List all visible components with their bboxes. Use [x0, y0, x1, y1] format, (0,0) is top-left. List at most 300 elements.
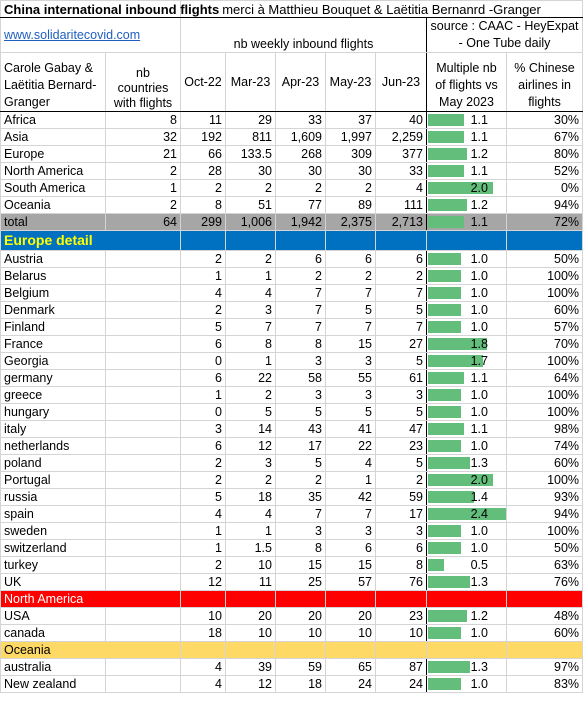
flights-cell: 1: [181, 540, 226, 557]
flights-cell: 12: [226, 438, 276, 455]
flights-cell: 2: [376, 472, 427, 489]
multiple-cell: [427, 421, 507, 438]
flights-cell: 7: [226, 319, 276, 336]
countries-cell: [106, 557, 181, 574]
flights-cell: 2: [326, 180, 376, 197]
row-label: Belarus: [1, 268, 106, 285]
section-fill: [326, 231, 376, 251]
flights-cell: 5: [226, 404, 276, 421]
multiple-cell: [427, 214, 507, 231]
chinese-share-cell: 50%: [507, 540, 583, 557]
month-header: Oct-22: [181, 53, 226, 112]
chinese-share-cell: 74%: [507, 438, 583, 455]
flights-cell: 2: [276, 180, 326, 197]
flights-cell: 1: [181, 387, 226, 404]
flights-cell: 25: [276, 574, 326, 591]
section-fill: [226, 591, 276, 608]
countries-cell: [106, 540, 181, 557]
flights-cell: 7: [276, 302, 326, 319]
flights-cell: 2: [226, 387, 276, 404]
section-fill: [276, 642, 326, 659]
flights-cell: 4: [181, 506, 226, 523]
countries-cell: [106, 370, 181, 387]
header-row-2: [1, 53, 583, 112]
multiple-cell: [427, 608, 507, 625]
north-america-section-title: North America: [1, 591, 181, 608]
row-label: sweden: [1, 523, 106, 540]
row-label: Finland: [1, 319, 106, 336]
flights-cell: 3: [226, 455, 276, 472]
multiple-value: 1.8: [470, 336, 488, 351]
row-label: Denmark: [1, 302, 106, 319]
multiple-value: 1.4: [470, 489, 488, 504]
table-row: [1, 523, 583, 540]
section-fill: [507, 591, 583, 608]
multiple-value: 1.0: [470, 523, 488, 538]
month-header: Apr-23: [276, 53, 326, 112]
chinese-share-cell: 64%: [507, 370, 583, 387]
flights-cell: 7: [326, 506, 376, 523]
table-row: [1, 540, 583, 557]
flights-cell: 7: [276, 506, 326, 523]
table-row: [1, 285, 583, 302]
multiple-cell: [427, 438, 507, 455]
section-fill: [507, 642, 583, 659]
flights-cell: 299: [181, 214, 226, 231]
section-fill: [226, 231, 276, 251]
flights-cell: 5: [181, 319, 226, 336]
row-label: USA: [1, 608, 106, 625]
flights-cell: 61: [376, 370, 427, 387]
table-row: [1, 251, 583, 268]
oceania-section-title: Oceania: [1, 642, 181, 659]
countries-cell: [106, 404, 181, 421]
row-label: Oceania: [1, 197, 106, 214]
flights-cell: 22: [326, 438, 376, 455]
month-header: Mar-23: [226, 53, 276, 112]
flights-cell: 1,609: [276, 129, 326, 146]
multiple-cell: [427, 180, 507, 197]
row-label: Belgium: [1, 285, 106, 302]
flights-cell: 76: [376, 574, 427, 591]
chinese-share-cell: 48%: [507, 608, 583, 625]
table-row: [1, 319, 583, 336]
multiple-value: 1.3: [470, 574, 488, 589]
flights-cell: 77: [276, 197, 326, 214]
chinese-share-cell: 63%: [507, 557, 583, 574]
multiple-header: Multiple nb of flights vs May 2023: [427, 53, 507, 112]
table-row: [1, 370, 583, 387]
flights-cell: 18: [226, 489, 276, 506]
flights-cell: 51: [226, 197, 276, 214]
multiple-cell: [427, 319, 507, 336]
chinese-share-cell: 83%: [507, 676, 583, 693]
chinese-share-cell: 100%: [507, 472, 583, 489]
flights-cell: 1: [181, 268, 226, 285]
chinese-share-cell: 70%: [507, 336, 583, 353]
chinese-share-cell: 30%: [507, 112, 583, 129]
multiple-value: 1.0: [470, 251, 488, 266]
flights-cell: 7: [276, 319, 326, 336]
flights-cell: 2: [276, 472, 326, 489]
multiple-value: 1.0: [470, 540, 488, 555]
flights-cell: 0: [181, 404, 226, 421]
flights-cell: 23: [376, 608, 427, 625]
row-label: total: [1, 214, 106, 231]
section-fill: [181, 642, 226, 659]
europe-section: [1, 231, 583, 251]
multiple-value: 1.0: [470, 387, 488, 402]
flights-cell: 6: [181, 438, 226, 455]
multiple-value: 2.0: [470, 472, 488, 487]
row-label: Africa: [1, 112, 106, 129]
table-row: [1, 472, 583, 489]
table-row: [1, 214, 583, 231]
flights-cell: 2,713: [376, 214, 427, 231]
chinese-share-cell: 72%: [507, 214, 583, 231]
flights-cell: 23: [376, 438, 427, 455]
table-row: [1, 146, 583, 163]
flights-cell: 2: [181, 251, 226, 268]
weekly-flights-header: nb weekly inbound flights: [181, 18, 427, 53]
multiple-cell: [427, 523, 507, 540]
table-row: [1, 625, 583, 642]
multiple-cell: [427, 268, 507, 285]
flights-cell: 5: [326, 404, 376, 421]
section-fill: [326, 642, 376, 659]
multiple-cell: [427, 404, 507, 421]
flights-cell: 7: [376, 285, 427, 302]
flights-cell: 6: [326, 540, 376, 557]
month-header: May-23: [326, 53, 376, 112]
row-label: canada: [1, 625, 106, 642]
europe-section-title: Europe detail: [1, 231, 181, 251]
multiple-cell: [427, 506, 507, 523]
row-label: greece: [1, 387, 106, 404]
flights-cell: 24: [326, 676, 376, 693]
multiple-value: 1.7: [470, 353, 488, 368]
flights-cell: 3: [326, 353, 376, 370]
multiple-cell: [427, 285, 507, 302]
table-row: [1, 268, 583, 285]
section-fill: [507, 231, 583, 251]
flights-cell: 4: [181, 676, 226, 693]
multiple-value: 1.0: [470, 676, 488, 691]
source-text: source : CAAC - HeyExpat - One Tube daily: [427, 18, 583, 53]
multiple-cell: [427, 387, 507, 404]
north-america-section: [1, 591, 583, 608]
multiple-value: 1.0: [470, 285, 488, 300]
multiple-cell: [427, 557, 507, 574]
countries-cell: [106, 251, 181, 268]
row-label: australia: [1, 659, 106, 676]
multiple-value: 1.3: [470, 659, 488, 674]
row-label: spain: [1, 506, 106, 523]
flights-cell: 2: [376, 268, 427, 285]
flights-cell: 20: [276, 608, 326, 625]
countries-cell: 2: [106, 197, 181, 214]
flights-cell: 12: [226, 676, 276, 693]
flights-cell: 3: [376, 523, 427, 540]
multiple-cell: [427, 353, 507, 370]
section-fill: [181, 231, 226, 251]
flights-cell: 3: [326, 523, 376, 540]
row-label: netherlands: [1, 438, 106, 455]
countries-cell: 32: [106, 129, 181, 146]
chinese-share-cell: 52%: [507, 163, 583, 180]
title-row: [1, 1, 583, 18]
countries-header: nb countries with flights: [106, 53, 181, 112]
multiple-cell: [427, 146, 507, 163]
section-fill: [427, 591, 507, 608]
table-row: [1, 574, 583, 591]
flights-cell: 10: [276, 625, 326, 642]
chinese-share-cell: 67%: [507, 129, 583, 146]
flights-cell: 7: [326, 285, 376, 302]
countries-cell: [106, 676, 181, 693]
flights-cell: 2: [276, 268, 326, 285]
flights-cell: 1: [326, 472, 376, 489]
flights-cell: 309: [326, 146, 376, 163]
multiple-cell: [427, 163, 507, 180]
flights-cell: 30: [276, 163, 326, 180]
flights-cell: 41: [326, 421, 376, 438]
flights-cell: 7: [376, 319, 427, 336]
multiple-cell: [427, 659, 507, 676]
header-row-1: [1, 18, 583, 53]
flights-cell: 6: [181, 370, 226, 387]
row-label: France: [1, 336, 106, 353]
flights-cell: 12: [181, 574, 226, 591]
multiple-value: 1.1: [470, 112, 488, 127]
multiple-value: 1.1: [470, 421, 488, 436]
table-row: [1, 112, 583, 129]
flights-cell: 42: [326, 489, 376, 506]
sheet-title: China international inbound flights: [1, 1, 181, 18]
table-row: [1, 129, 583, 146]
flights-cell: 5: [376, 353, 427, 370]
flights-cell: 37: [326, 112, 376, 129]
flights-cell: 55: [326, 370, 376, 387]
chinese-share-cell: 100%: [507, 353, 583, 370]
flights-cell: 27: [376, 336, 427, 353]
flights-cell: 8: [376, 557, 427, 574]
flights-cell: 6: [376, 251, 427, 268]
flights-cell: 5: [376, 302, 427, 319]
countries-cell: [106, 421, 181, 438]
chinese-share-cell: 98%: [507, 421, 583, 438]
flights-cell: 2: [181, 472, 226, 489]
chinese-share-cell: 94%: [507, 197, 583, 214]
flights-cell: 7: [326, 319, 376, 336]
flights-cell: 29: [226, 112, 276, 129]
flights-cell: 15: [276, 557, 326, 574]
chinese-share-cell: 57%: [507, 319, 583, 336]
flights-cell: 5: [181, 489, 226, 506]
flights-cell: 3: [326, 387, 376, 404]
flights-cell: 10: [326, 625, 376, 642]
multiple-value: 0.5: [470, 557, 488, 572]
flights-cell: 2,259: [376, 129, 427, 146]
countries-cell: [106, 455, 181, 472]
flights-cell: 5: [276, 404, 326, 421]
multiple-value: 1.2: [470, 197, 488, 212]
flights-cell: 58: [276, 370, 326, 387]
flights-cell: 47: [376, 421, 427, 438]
multiple-value: 1.3: [470, 455, 488, 470]
flights-cell: 57: [326, 574, 376, 591]
row-label: New zealand: [1, 676, 106, 693]
flights-cell: 1,997: [326, 129, 376, 146]
flights-cell: 1,942: [276, 214, 326, 231]
table-row: [1, 455, 583, 472]
flights-cell: 87: [376, 659, 427, 676]
table-row: [1, 353, 583, 370]
flights-cell: 8: [226, 336, 276, 353]
countries-cell: [106, 625, 181, 642]
table-row: [1, 421, 583, 438]
countries-cell: [106, 506, 181, 523]
chinese-share-cell: 94%: [507, 506, 583, 523]
countries-cell: [106, 302, 181, 319]
flights-cell: 28: [181, 163, 226, 180]
multiple-value: 2.0: [470, 180, 488, 195]
countries-cell: 8: [106, 112, 181, 129]
row-label: germany: [1, 370, 106, 387]
flights-cell: 22: [226, 370, 276, 387]
countries-cell: [106, 659, 181, 676]
table-row: [1, 438, 583, 455]
countries-cell: 1: [106, 180, 181, 197]
flights-cell: 30: [326, 163, 376, 180]
countries-cell: [106, 268, 181, 285]
flights-cell: 33: [376, 163, 427, 180]
flights-cell: 4: [181, 659, 226, 676]
chinese-share-cell: 76%: [507, 574, 583, 591]
flights-cell: 20: [226, 608, 276, 625]
multiple-value: 1.0: [470, 404, 488, 419]
authors-header: Carole Gabay & Laëtitia Bernard-Granger: [1, 53, 106, 112]
multiple-value: 1.0: [470, 319, 488, 334]
flights-cell: 811: [226, 129, 276, 146]
chinese-share-cell: 100%: [507, 268, 583, 285]
multiple-cell: [427, 455, 507, 472]
multiple-value: 1.1: [470, 214, 488, 229]
flights-cell: 59: [276, 659, 326, 676]
chinese-share-cell: 100%: [507, 523, 583, 540]
row-label: Europe: [1, 146, 106, 163]
flights-cell: 15: [326, 336, 376, 353]
flights-cell: 89: [326, 197, 376, 214]
flights-cell: 20: [326, 608, 376, 625]
flights-cell: 0: [181, 353, 226, 370]
multiple-cell: [427, 336, 507, 353]
flights-cell: 35: [276, 489, 326, 506]
countries-cell: [106, 319, 181, 336]
countries-cell: [106, 574, 181, 591]
flights-cell: 2: [326, 268, 376, 285]
flights-cell: 6: [376, 540, 427, 557]
row-label: italy: [1, 421, 106, 438]
multiple-cell: [427, 574, 507, 591]
flights-cell: 6: [181, 336, 226, 353]
row-label: Georgia: [1, 353, 106, 370]
row-label: Asia: [1, 129, 106, 146]
table-row: [1, 404, 583, 421]
flights-cell: 4: [181, 285, 226, 302]
row-label: Portugal: [1, 472, 106, 489]
flights-cell: 1: [226, 353, 276, 370]
flights-cell: 59: [376, 489, 427, 506]
flights-cell: 8: [276, 336, 326, 353]
multiple-value: 1.1: [470, 129, 488, 144]
flights-cell: 40: [376, 112, 427, 129]
website-link[interactable]: www.solidaritecovid.com: [4, 27, 141, 42]
countries-cell: 64: [106, 214, 181, 231]
multiple-cell: [427, 489, 507, 506]
multiple-cell: [427, 302, 507, 319]
countries-cell: 2: [106, 163, 181, 180]
flights-cell: 4: [226, 285, 276, 302]
flights-cell: 30: [226, 163, 276, 180]
flights-cell: 1,006: [226, 214, 276, 231]
month-header: Jun-23: [376, 53, 427, 112]
row-label: switzerland: [1, 540, 106, 557]
flights-cell: 11: [226, 574, 276, 591]
chinese-share-cell: 93%: [507, 489, 583, 506]
chinese-share-cell: 60%: [507, 455, 583, 472]
flights-cell: 39: [226, 659, 276, 676]
flights-cell: 8: [276, 540, 326, 557]
multiple-value: 1.0: [470, 625, 488, 640]
section-fill: [226, 642, 276, 659]
chinese-share-cell: 60%: [507, 625, 583, 642]
table-row: [1, 197, 583, 214]
flights-cell: 1: [226, 268, 276, 285]
multiple-cell: [427, 472, 507, 489]
flights-cell: 66: [181, 146, 226, 163]
row-label: South America: [1, 180, 106, 197]
flights-cell: 111: [376, 197, 427, 214]
section-fill: [276, 591, 326, 608]
table-row: [1, 302, 583, 319]
multiple-value: 1.1: [470, 370, 488, 385]
flights-cell: 5: [376, 404, 427, 421]
countries-cell: [106, 387, 181, 404]
section-fill: [427, 642, 507, 659]
flights-cell: 2: [181, 557, 226, 574]
flights-cell: 377: [376, 146, 427, 163]
chinese-share-cell: 100%: [507, 285, 583, 302]
multiple-cell: [427, 112, 507, 129]
chinese-share-header: % Chinese airlines in flights: [507, 53, 583, 112]
table-row: [1, 608, 583, 625]
flights-cell: 18: [276, 676, 326, 693]
chinese-share-cell: 100%: [507, 387, 583, 404]
flights-cell: 15: [326, 557, 376, 574]
flights-cell: 192: [181, 129, 226, 146]
flights-cell: 4: [376, 180, 427, 197]
flights-cell: 5: [326, 302, 376, 319]
flights-cell: 3: [226, 302, 276, 319]
flights-cell: 14: [226, 421, 276, 438]
table-row: [1, 557, 583, 574]
table-row: [1, 676, 583, 693]
multiple-value: 1.2: [470, 608, 488, 623]
flights-cell: 5: [376, 455, 427, 472]
section-fill: [376, 591, 427, 608]
table-row: [1, 489, 583, 506]
